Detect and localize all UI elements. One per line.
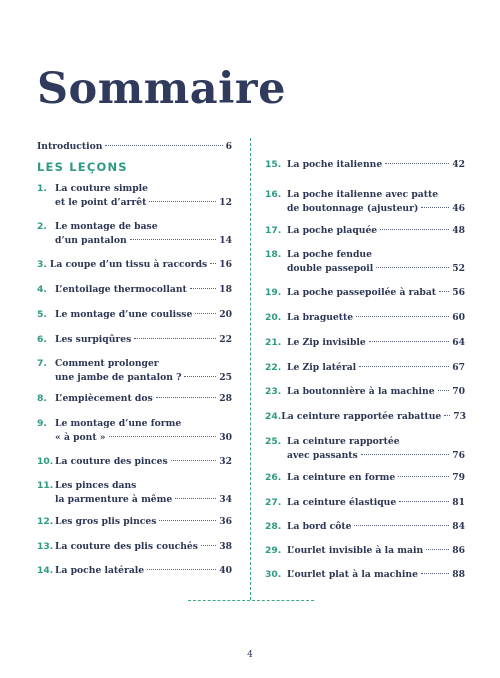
toc-entry-page: 86 bbox=[452, 545, 465, 556]
toc-intro-label: Introduction bbox=[37, 141, 103, 152]
toc-entry-number: 2. bbox=[37, 221, 47, 232]
leader-dots bbox=[421, 573, 449, 574]
leader-dots bbox=[361, 454, 450, 455]
toc-entry-number: 14. bbox=[37, 565, 54, 576]
leader-dots bbox=[354, 525, 449, 526]
toc-entry-number: 29. bbox=[265, 545, 282, 556]
toc-entry-title: La ceinture élastique bbox=[287, 497, 397, 508]
toc-entry-page: 48 bbox=[452, 225, 465, 236]
toc-entry-title: La couture simple bbox=[55, 183, 148, 194]
toc-entry-title: Les pinces dans bbox=[55, 480, 137, 491]
toc-entry-number: 8. bbox=[37, 393, 47, 404]
toc-entry[interactable] bbox=[265, 435, 465, 463]
toc-entry-page: 16 bbox=[219, 259, 232, 270]
toc-entry-title: La poche latérale bbox=[55, 565, 145, 576]
toc-entry-number: 24. bbox=[265, 411, 282, 422]
toc-entry-title: La poche fendue bbox=[287, 249, 372, 260]
toc-entry[interactable] bbox=[37, 564, 232, 578]
leader-dots bbox=[444, 415, 450, 416]
toc-entry-page: 25 bbox=[219, 372, 232, 383]
leader-dots bbox=[356, 316, 449, 317]
toc-entry-page: 20 bbox=[219, 309, 232, 320]
leader-dots bbox=[147, 569, 216, 570]
toc-entry-page: 67 bbox=[452, 362, 465, 373]
toc-entry-number: 11. bbox=[37, 480, 54, 491]
leader-dots bbox=[426, 549, 449, 550]
toc-entry[interactable] bbox=[265, 410, 465, 424]
toc-entry-number: 19. bbox=[265, 287, 282, 298]
toc-entry-title: avec passants bbox=[287, 450, 358, 461]
toc-entry[interactable] bbox=[37, 283, 232, 297]
toc-entry-number: 13. bbox=[37, 541, 54, 552]
leader-dots bbox=[438, 390, 450, 391]
toc-entry[interactable] bbox=[265, 361, 465, 375]
leader-dots bbox=[195, 313, 216, 314]
toc-entry-title: La braguette bbox=[287, 312, 354, 323]
toc-entry-page: 42 bbox=[452, 159, 465, 170]
leader-dots bbox=[184, 376, 216, 377]
section-heading: LES LEÇONS bbox=[37, 160, 128, 174]
toc-entry-page: 64 bbox=[452, 337, 465, 348]
bottom-divider bbox=[188, 600, 314, 601]
toc-entry-page: 46 bbox=[452, 203, 465, 214]
toc-entry[interactable] bbox=[37, 417, 232, 445]
toc-entry-number: 23. bbox=[265, 386, 282, 397]
toc-entry[interactable] bbox=[265, 471, 465, 485]
toc-entry[interactable] bbox=[265, 248, 465, 276]
toc-entry-title: Comment prolonger bbox=[55, 358, 159, 369]
toc-entry-title: La boutonnière à la machine bbox=[287, 386, 435, 397]
toc-entry-number: 16. bbox=[265, 189, 282, 200]
toc-entry-title: et le point d’arrêt bbox=[55, 197, 147, 208]
toc-entry-title: « à pont » bbox=[55, 432, 106, 443]
toc-entry-number: 30. bbox=[265, 569, 282, 580]
toc-entry-title: Le Zip latéral bbox=[287, 362, 357, 373]
toc-entry[interactable] bbox=[37, 540, 232, 554]
toc-entry-title: une jambe de pantalon ? bbox=[55, 372, 182, 383]
toc-entry-title: Le montage d’une forme bbox=[55, 418, 182, 429]
toc-entry-title: de boutonnage (ajusteur) bbox=[287, 203, 419, 214]
toc-entry-page: 34 bbox=[219, 494, 232, 505]
leader-dots bbox=[385, 163, 449, 164]
toc-entry-page: 79 bbox=[452, 472, 465, 483]
leader-dots bbox=[201, 545, 216, 546]
leader-dots bbox=[399, 501, 449, 502]
toc-entry[interactable] bbox=[265, 385, 465, 399]
vertical-divider bbox=[250, 138, 251, 600]
toc-entry-title: La poche italienne bbox=[287, 159, 383, 170]
toc-entry-number: 15. bbox=[265, 159, 282, 170]
toc-entry-number: 17. bbox=[265, 225, 282, 236]
page-title: Sommaire bbox=[37, 64, 286, 114]
toc-intro-page: 6 bbox=[225, 141, 232, 152]
toc-entry-title: La couture des pinces bbox=[55, 456, 168, 467]
toc-entry[interactable] bbox=[265, 544, 465, 558]
toc-entry-page: 76 bbox=[452, 450, 465, 461]
toc-entry-page: 56 bbox=[452, 287, 465, 298]
toc-entry-number: 4. bbox=[37, 284, 47, 295]
toc-entry[interactable] bbox=[37, 333, 232, 347]
toc-entry-title: L’ourlet invisible à la main bbox=[287, 545, 424, 556]
toc-entry-title: la parmenture à même bbox=[55, 494, 173, 505]
toc-entry[interactable] bbox=[265, 568, 465, 582]
toc-entry-page: 84 bbox=[452, 521, 465, 532]
leader-dots bbox=[190, 288, 216, 289]
toc-entry[interactable] bbox=[265, 311, 465, 325]
toc-entry[interactable] bbox=[265, 336, 465, 350]
toc-entry-page: 14 bbox=[219, 235, 232, 246]
toc-entry-page: 73 bbox=[453, 411, 467, 422]
toc-entry-number: 7. bbox=[37, 358, 47, 369]
toc-entry-page: 30 bbox=[219, 432, 232, 443]
toc-entry-title: Le montage d’une coulisse bbox=[55, 309, 193, 320]
leader-dots bbox=[171, 460, 217, 461]
toc-entry[interactable] bbox=[265, 286, 465, 300]
toc-entry-number: 22. bbox=[265, 362, 282, 373]
toc-entry-title: La poche plaquée bbox=[287, 225, 378, 236]
leader-dots bbox=[175, 498, 216, 499]
toc-entry-page: 88 bbox=[452, 569, 465, 580]
leader-dots bbox=[369, 341, 449, 342]
toc-entry-page: 28 bbox=[219, 393, 232, 404]
toc-entry-page: 32 bbox=[219, 456, 232, 467]
toc-entry-number: 5. bbox=[37, 309, 47, 320]
toc-entry[interactable] bbox=[265, 224, 465, 238]
leader-dots bbox=[156, 397, 217, 398]
leader-dots bbox=[439, 291, 449, 292]
toc-entry-title: Les surpiqûres bbox=[55, 334, 132, 345]
toc-entry[interactable] bbox=[265, 188, 465, 216]
leader-dots bbox=[421, 207, 449, 208]
toc-entry-page: 70 bbox=[452, 386, 465, 397]
toc-entry-number: 26. bbox=[265, 472, 282, 483]
leader-dots bbox=[149, 201, 216, 202]
toc-entry-title: Le montage de base bbox=[55, 221, 158, 232]
toc-intro-entry[interactable] bbox=[37, 130, 232, 152]
toc-entry-number: 1. bbox=[37, 183, 47, 194]
toc-entry-title: La couture des plis couchés bbox=[55, 541, 198, 552]
toc-entry-title: d’un pantalon bbox=[55, 235, 127, 246]
toc-entry-page: 12 bbox=[219, 197, 232, 208]
toc-entry-number: 3. bbox=[37, 259, 47, 270]
leader-dots bbox=[134, 338, 216, 339]
toc-entry-title: La ceinture rapportée rabattue bbox=[281, 411, 442, 422]
toc-entry-title: La coupe d’un tissu à raccords bbox=[49, 259, 208, 270]
leader-dots bbox=[105, 145, 222, 146]
leader-dots bbox=[109, 436, 217, 437]
leader-dots bbox=[380, 229, 449, 230]
toc-entry[interactable] bbox=[265, 496, 465, 510]
toc-entry-page: 38 bbox=[219, 541, 232, 552]
toc-entry-number: 6. bbox=[37, 334, 47, 345]
leader-dots bbox=[398, 476, 449, 477]
toc-entry[interactable] bbox=[265, 520, 465, 534]
toc-entry-page: 18 bbox=[219, 284, 232, 295]
toc-entry[interactable] bbox=[37, 308, 232, 322]
toc-entry-title: L’ourlet plat à la machine bbox=[287, 569, 418, 580]
toc-entry-page: 52 bbox=[452, 263, 465, 274]
toc-entry-number: 27. bbox=[265, 497, 282, 508]
toc-entry[interactable] bbox=[37, 515, 232, 529]
toc-entry-title: La poche italienne avec patte bbox=[287, 189, 439, 200]
toc-entry-title: L’entoilage thermocollant bbox=[55, 284, 187, 295]
toc-entry-number: 21. bbox=[265, 337, 282, 348]
leader-dots bbox=[376, 267, 449, 268]
toc-entry-number: 9. bbox=[37, 418, 47, 429]
leader-dots bbox=[130, 239, 216, 240]
toc-entry-title: double passepoil bbox=[287, 263, 374, 274]
toc-entry[interactable] bbox=[37, 479, 232, 507]
toc-entry[interactable] bbox=[37, 357, 232, 385]
toc-entry-title: La ceinture rapportée bbox=[287, 436, 400, 447]
leader-dots bbox=[210, 263, 216, 264]
toc-entry-title: Les gros plis pinces bbox=[55, 516, 157, 527]
toc-entry[interactable] bbox=[37, 220, 232, 248]
toc-entry-title: Le Zip invisible bbox=[287, 337, 366, 348]
toc-entry[interactable] bbox=[37, 455, 232, 469]
toc-entry-title: La ceinture en forme bbox=[287, 472, 396, 483]
toc-entry-page: 36 bbox=[219, 516, 232, 527]
toc-entry-number: 25. bbox=[265, 436, 282, 447]
toc-entry-title: La poche passepoilée à rabat bbox=[287, 287, 437, 298]
toc-entry-number: 28. bbox=[265, 521, 282, 532]
toc-entry-title: L’empiècement dos bbox=[55, 393, 153, 404]
toc-entry-number: 10. bbox=[37, 456, 54, 467]
page-number: 4 bbox=[247, 650, 253, 660]
leader-dots bbox=[159, 520, 216, 521]
toc-entry-page: 81 bbox=[452, 497, 465, 508]
toc-entry-page: 22 bbox=[219, 334, 232, 345]
toc-entry[interactable] bbox=[37, 392, 232, 406]
toc-entry-number: 18. bbox=[265, 249, 282, 260]
toc-entry-number: 12. bbox=[37, 516, 54, 527]
toc-entry[interactable] bbox=[37, 182, 232, 210]
leader-dots bbox=[359, 366, 449, 367]
toc-entry-title: La bord côte bbox=[287, 521, 352, 532]
toc-entry-number: 20. bbox=[265, 312, 282, 323]
toc-entry[interactable] bbox=[265, 158, 465, 172]
toc-entry[interactable] bbox=[37, 258, 232, 272]
toc-entry-page: 60 bbox=[452, 312, 465, 323]
toc-entry-page: 40 bbox=[219, 565, 232, 576]
